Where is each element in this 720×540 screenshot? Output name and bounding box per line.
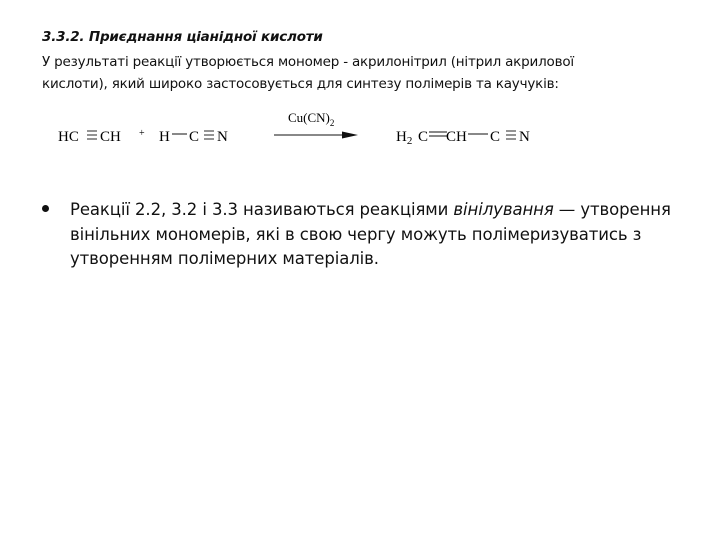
bullet-dot [42,205,49,212]
hcn-c: C [189,129,200,145]
acetylene-hc: HC [58,129,79,145]
reactant-hydrogen-cyanide [159,129,228,145]
intro-paragraph: У результаті реакції утворюється мономер - акрилонітрил (нітрил акрилової кислоти), який широко застосовується для синтезу полімерів та каучуків: [42,54,574,92]
hcn-n: N [217,129,228,145]
triple-bond-2 [204,131,214,139]
bullet-list [42,198,682,272]
reaction-equation [0,0,720,200]
plus-sign: + [139,128,145,139]
product-n: N [519,129,530,145]
catalyst-label: $Cu(CN)_2$ [288,110,335,128]
product-c2: C [490,129,501,145]
vinylation-term: вінілування [453,200,554,219]
bullet-item [42,198,682,272]
bullet-text-end: — утворення вінільних мономерів, які в свою чергу можуть полімеризуватись з утворенням полімерних матеріалів. [70,200,671,268]
product-acrylonitrile [396,129,530,147]
section-heading: 3.3.2. Приєднання ціанідної кислоти [42,29,323,45]
triple-bond-3 [506,131,516,139]
product-ch: CH [446,129,467,145]
double-bond [429,132,447,136]
hcn-h: H [159,129,170,145]
triple-bond-1 [87,131,97,139]
product-c1: C [418,129,429,145]
acetylene-ch: CH [100,129,121,145]
reactant-acetylene [58,129,121,145]
reaction-arrow-group [274,110,358,139]
product-h2: $H_2$ [396,129,413,147]
bullet-text [70,198,682,272]
arrow-head [342,132,358,139]
bullet-text-start: Реакції 2.2, 3.2 і 3.3 називаються реакціями [70,200,454,219]
